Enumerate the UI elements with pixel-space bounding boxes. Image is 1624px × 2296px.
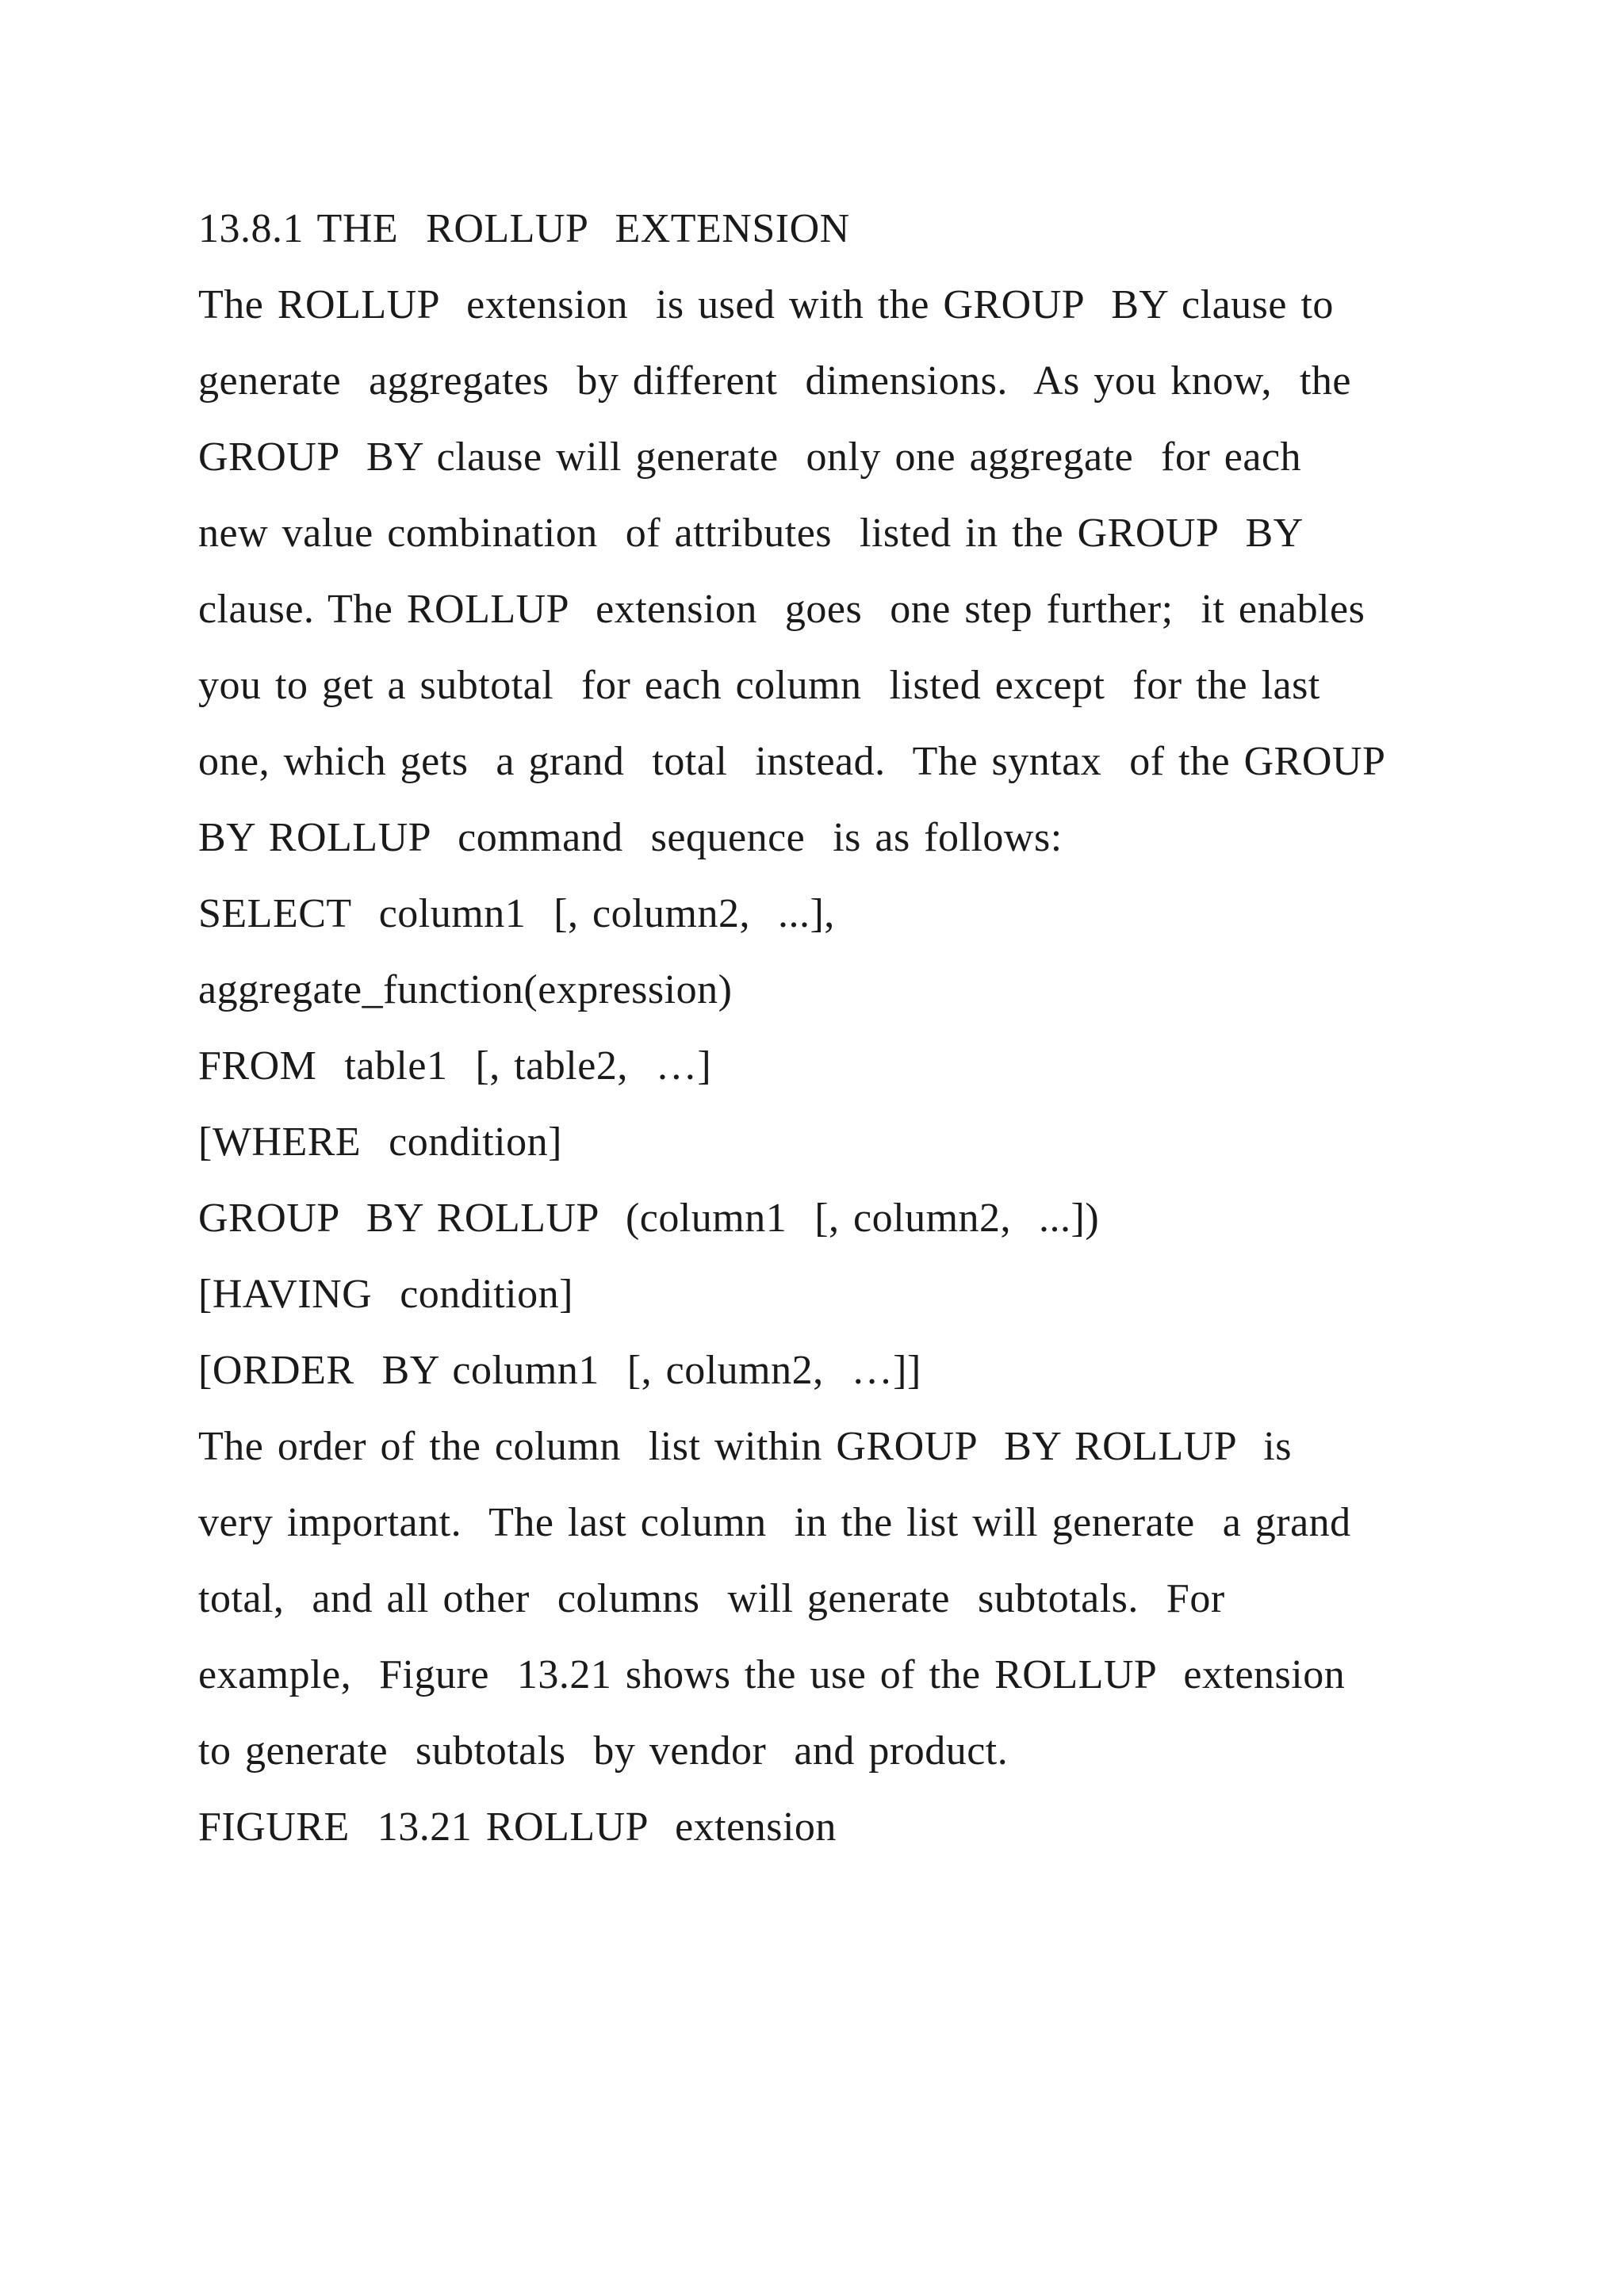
- paragraph-line: clause. The ROLLUP extension goes one step further; it enables: [198, 587, 1365, 632]
- paragraph-line: BY ROLLUP command sequence is as follows:: [198, 815, 1063, 860]
- paragraph-line: The ROLLUP extension is used with the GROUP BY clause to: [198, 282, 1334, 327]
- syntax-line: SELECT column1 [, column2, ...],: [198, 891, 835, 936]
- syntax-line: FROM table1 [, table2, …]: [198, 1043, 712, 1089]
- paragraph-line: very important. The last column in the list will generate a grand: [198, 1500, 1351, 1545]
- intro-paragraph: [198, 267, 1483, 876]
- syntax-line: [WHERE condition]: [198, 1119, 562, 1165]
- paragraph-line: to generate subtotals by vendor and product.: [198, 1728, 1009, 1774]
- paragraph-line: generate aggregates by different dimensions. As you know, the: [198, 358, 1351, 404]
- syntax-line: [HAVING condition]: [198, 1272, 573, 1317]
- figure-caption: FIGURE 13.21 ROLLUP extension: [198, 1804, 837, 1850]
- syntax-block: [198, 876, 1483, 1409]
- paragraph-line: The order of the column list within GROUP BY ROLLUP is: [198, 1424, 1292, 1469]
- syntax-line: [ORDER BY column1 [, column2, …]]: [198, 1348, 921, 1393]
- section-heading: 13.8.1 THE ROLLUP EXTENSION: [198, 206, 850, 251]
- paragraph-line: total, and all other columns will generate subtotals. For: [198, 1576, 1225, 1621]
- paragraph-line: new value combination of attributes listed in the GROUP BY: [198, 511, 1304, 556]
- paragraph-line: one, which gets a grand total instead. The syntax of the GROUP: [198, 739, 1386, 784]
- paragraph-line: example, Figure 13.21 shows the use of the ROLLUP extension: [198, 1652, 1346, 1697]
- explanation-paragraph: [198, 1409, 1483, 1789]
- paragraph-line: you to get a subtotal for each column listed except for the last: [198, 663, 1320, 708]
- paragraph-line: GROUP BY clause will generate only one aggregate for each: [198, 434, 1302, 480]
- syntax-line: GROUP BY ROLLUP (column1 [, column2, ...]): [198, 1196, 1100, 1241]
- page-content: [198, 191, 1483, 1866]
- syntax-line: aggregate_function(expression): [198, 967, 733, 1012]
